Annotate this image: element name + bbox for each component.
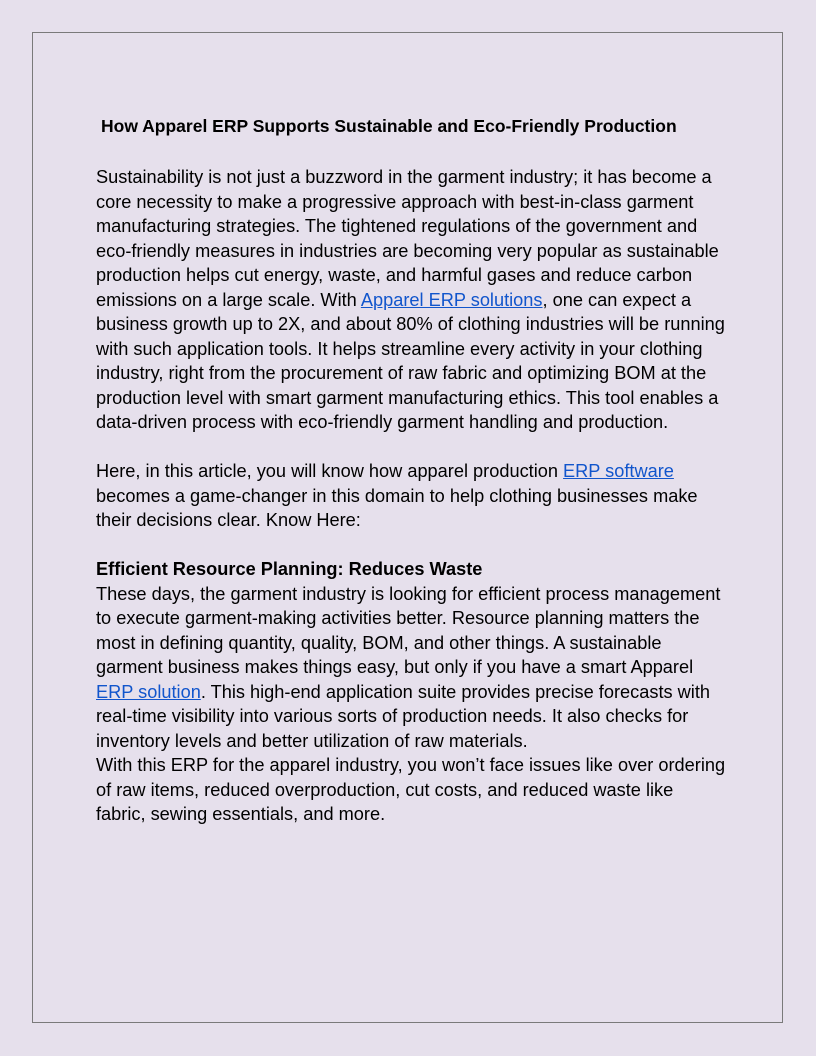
section-heading: Efficient Resource Planning: Reduces Waste [96,559,483,579]
intro-paragraph [96,165,726,435]
intro-text-end: , one can expect a business growth up to 2X, and about 80% of clothing industries will be running with such application tools. It helps streamline every activity in your clothing industry, right from the procurement of raw fabric and optimizing BOM at the production level with smart garment manufacturing ethics. This tool enables a data-driven process with eco-friendly garment handling and production. [96,289,725,432]
article-overview-paragraph [96,459,726,533]
document-body [96,113,726,827]
section-text-start: These days, the garment industry is looking for efficient process management to execute garment-making activities better. Resource planning matters the most in defining quantity, quality, BOM, and other things. A sustainable garment business makes things easy, but only if you have a smart Apparel [96,583,721,677]
overview-text-end: becomes a game-changer in this domain to help clothing businesses make their decisions clear. Know Here: [96,485,698,530]
document-title: How Apparel ERP Supports Sustainable and Eco-Friendly Production [101,116,677,136]
intro-text-start: Sustainability is not just a buzzword in the garment industry; it has become a core necessity to make a progressive approach with best-in-class garment manufacturing strategies. The tightened regulations of the government and eco-friendly measures in industries are becoming very popular as sustainable production helps cut energy, waste, and harmful gases and reduce carbon emissions on a large scale. With [96,167,719,310]
erp-solution-link[interactable]: ERP solution [96,681,201,702]
section-text-end: . This high-end application suite provides precise forecasts with real-time visibility into various sorts of production needs. It also checks for inventory levels and better utilization of raw materials. [96,681,710,751]
section-closing-paragraph: With this ERP for the apparel industry, you won’t face issues like over ordering of raw items, reduced overproduction, cut costs, and reduced waste like fabric, sewing essentials, and more. [96,755,726,824]
overview-text-start: Here, in this article, you will know how apparel production [96,461,564,481]
apparel-erp-solutions-link[interactable]: Apparel ERP solutions [360,289,543,310]
erp-software-link[interactable]: ERP software [563,461,674,481]
section-paragraph [96,582,726,754]
